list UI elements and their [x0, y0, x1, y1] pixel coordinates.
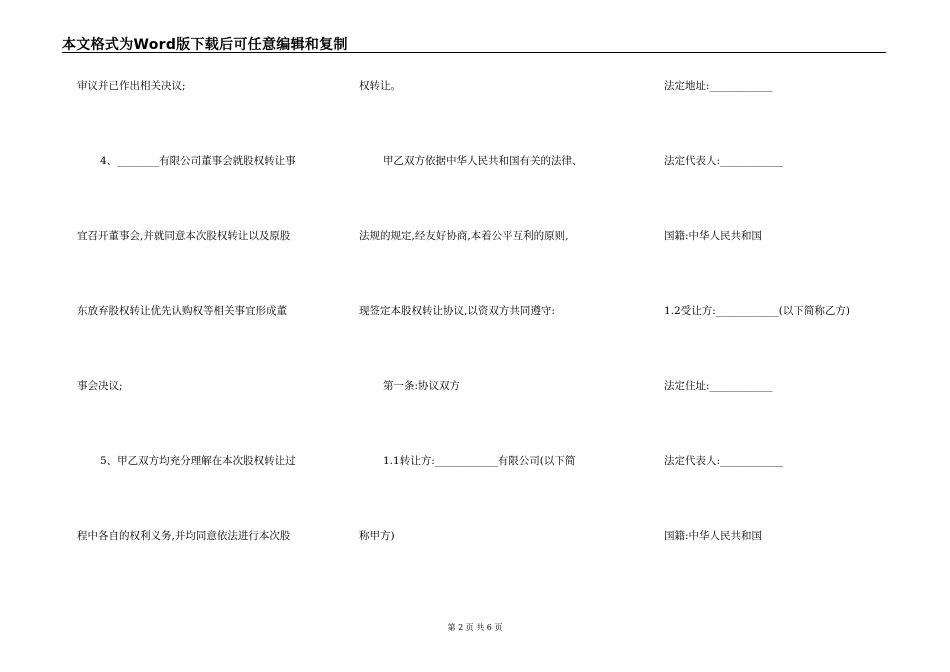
col1-line-5: 事会决议; — [77, 380, 123, 392]
col3-line-7: 国籍:中华人民共和国 — [664, 530, 763, 542]
col2-line-7: 称甲方) — [359, 530, 395, 542]
col1-line-1: 审议并已作出相关决议; — [77, 80, 186, 92]
col2-line-4: 现签定本股权转让协议,以资双方共同遵守: — [359, 305, 555, 317]
col3-line-5: 法定住址:____________ — [664, 380, 773, 392]
col2-line-5: 第一条:协议双方 — [383, 380, 461, 392]
col1-line-4: 东放弃股权转让优先认购权等相关事宜形成董 — [77, 305, 287, 317]
col2-line-6: 1.1转让方:____________有限公司(以下简 — [383, 455, 576, 467]
page-number: 第 2 页 共 6 页 — [447, 623, 503, 632]
col3-line-4: 1.2受让方:____________(以下简称乙方) — [664, 305, 850, 317]
col2-line-3: 法规的规定,经友好协商,本着公平互利的原则, — [359, 230, 569, 242]
col1-line-3: 宜召开董事会,并就同意本次股权转让以及原股 — [77, 230, 291, 242]
col3-line-3: 国籍:中华人民共和国 — [664, 230, 763, 242]
document-header-title: 本文格式为Word版下载后可任意编辑和复制 — [62, 37, 348, 53]
col2-line-1: 权转让。 — [359, 80, 401, 92]
col3-line-2: 法定代表人:____________ — [664, 155, 784, 167]
header-divider — [62, 52, 886, 53]
col3-line-6: 法定代表人:____________ — [664, 455, 784, 467]
col1-line-7: 程中各自的权利义务,并均同意依法进行本次股 — [77, 530, 291, 542]
col3-line-1: 法定地址:____________ — [664, 80, 773, 92]
col1-line-2: 4、________有限公司董事会就股权转让事 — [100, 155, 296, 167]
col2-line-2: 甲乙双方依据中华人民共和国有关的法律、 — [383, 155, 583, 167]
col1-line-6: 5、甲乙双方均充分理解在本次股权转让过 — [100, 455, 296, 467]
